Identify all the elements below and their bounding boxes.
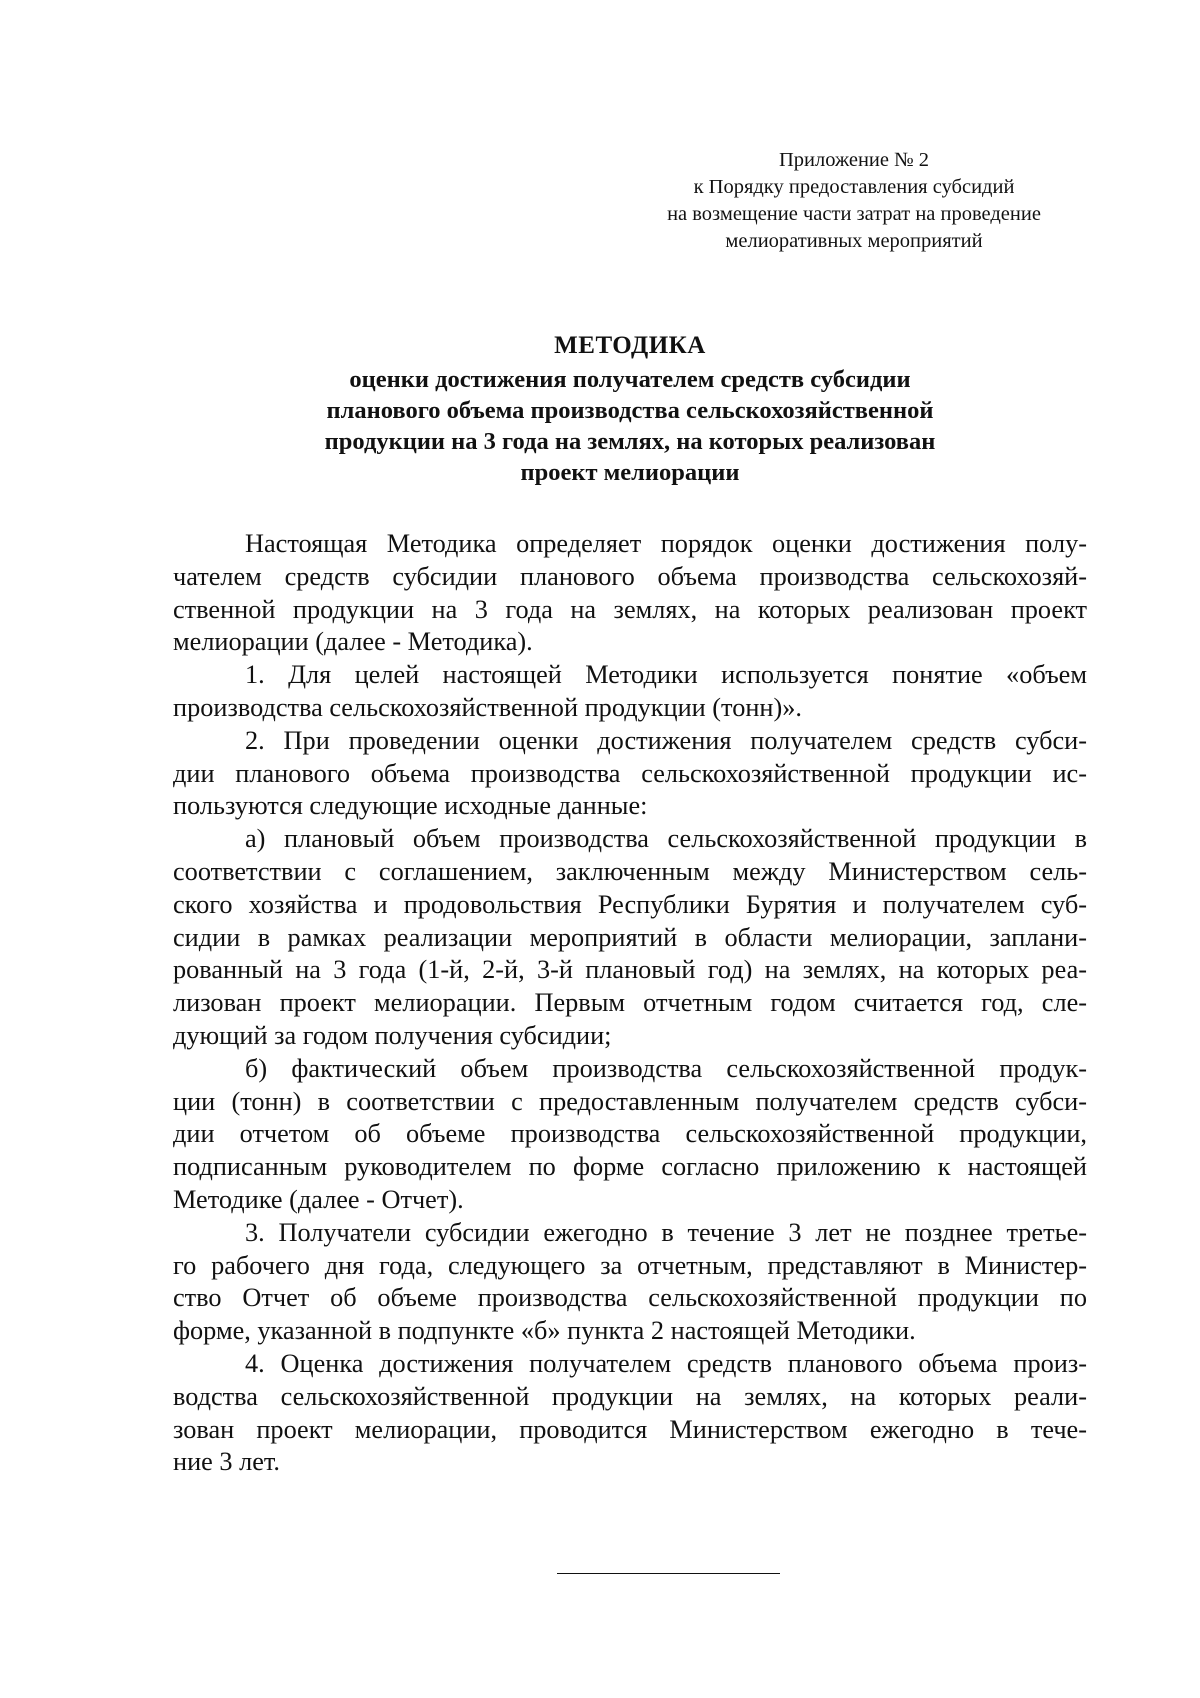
- title-heading: МЕТОДИКА: [554, 332, 706, 359]
- clause-2b-line: Методике (далее - Отчет).: [173, 1184, 464, 1214]
- clause-2a-line: сидии в рамках реализации мероприятий в области мелиорации, заплани-: [173, 922, 1087, 952]
- document-title: [190, 328, 1070, 488]
- appendix-line: на возмещение части затрат на проведение: [667, 203, 1041, 225]
- clause-2a-line: а) плановый объем производства сельскохозяйственной продукции в: [245, 824, 1087, 854]
- clause-4-line: ние 3 лет.: [173, 1447, 280, 1477]
- intro-paragraph-line: чателем средств субсидии планового объема производства сельскохозяй-: [173, 561, 1087, 591]
- clause-2b-line: ции (тонн) в соответствии с предоставленным получателем средств субси-: [173, 1086, 1087, 1116]
- end-divider-line: [557, 1573, 780, 1574]
- subtitle-line: планового объема производства сельскохозяйственной: [326, 397, 934, 424]
- subtitle-line: проект мелиорации: [520, 459, 740, 486]
- clause-3-line: ство Отчет об объеме производства сельскохозяйственной продукции по: [173, 1283, 1087, 1313]
- clause-3-line: го рабочего дня года, следующего за отчетным, представляют в Министер-: [173, 1250, 1087, 1280]
- appendix-line: к Порядку предоставления субсидий: [693, 176, 1015, 198]
- clause-1-line: производства сельскохозяйственной продукции (тонн)».: [173, 692, 802, 722]
- clause-3-line: 3. Получатели субсидии ежегодно в течение 3 лет не позднее третье-: [245, 1217, 1087, 1247]
- clause-2a-line: соответствии с соглашением, заключенным между Министерством сель-: [173, 856, 1087, 886]
- document-body: [173, 528, 1087, 1479]
- clause-2a-line: дующий за годом получения субсидии;: [173, 1020, 612, 1050]
- clause-2-line: 2. При проведении оценки достижения получателем средств субси-: [245, 725, 1087, 755]
- intro-paragraph-line: ственной продукции на 3 года на землях, на которых реализован проект: [173, 594, 1087, 624]
- clause-2a-line: рованный на 3 года (1-й, 2-й, 3-й плановый год) на землях, на которых реа-: [173, 955, 1087, 985]
- clause-4-line: водства сельскохозяйственной продукции на землях, на которых реали-: [173, 1381, 1087, 1411]
- clause-2b-line: б) фактический объем производства сельскохозяйственной продук-: [245, 1053, 1087, 1083]
- clause-4-line: зован проект мелиорации, проводится Министерством ежегодно в тече-: [173, 1414, 1087, 1444]
- clause-2-line: пользуются следующие исходные данные:: [173, 791, 648, 821]
- appendix-reference: [620, 147, 1088, 255]
- clause-2-line: дии планового объема производства сельскохозяйственной продукции ис-: [173, 758, 1087, 788]
- appendix-line: мелиоративных мероприятий: [725, 230, 983, 252]
- clause-2b-line: дии отчетом об объеме производства сельскохозяйственной продукции,: [173, 1119, 1087, 1149]
- intro-paragraph-line: Настоящая Методика определяет порядок оценки достижения полу-: [245, 529, 1087, 558]
- clause-2a-line: лизован проект мелиорации. Первым отчетным годом считается год, сле-: [173, 988, 1087, 1018]
- subtitle-line: продукции на 3 года на землях, на которых реализован: [324, 428, 936, 455]
- clause-2b-line: подписанным руководителем по форме согласно приложению к настоящей: [173, 1152, 1087, 1182]
- clause-4-line: 4. Оценка достижения получателем средств планового объема произ-: [245, 1348, 1087, 1378]
- title-subtitle: [190, 364, 1070, 488]
- appendix-line: Приложение № 2: [778, 149, 930, 171]
- subtitle-line: оценки достижения получателем средств субсидии: [349, 366, 911, 393]
- clause-3-line: форме, указанной в подпункте «б» пункта 2 настоящей Методики.: [173, 1316, 916, 1346]
- intro-paragraph-line: мелиорации (далее - Методика).: [173, 627, 533, 657]
- clause-1-line: 1. Для целей настоящей Методики используется понятие «объем: [245, 660, 1087, 690]
- clause-2a-line: ского хозяйства и продовольствия Республики Бурятия и получателем суб-: [173, 889, 1087, 919]
